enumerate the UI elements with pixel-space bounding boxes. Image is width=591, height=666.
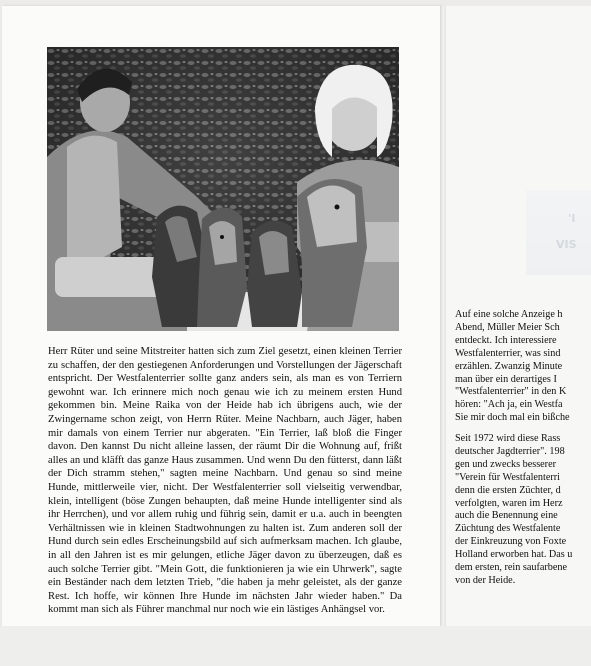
right-page-line: hören: "Ach ja, ein Westfa <box>455 399 563 411</box>
photo-illustration <box>47 47 399 331</box>
right-page-text-block-2 <box>455 433 591 588</box>
right-page-line: Züchtung des Westfalente <box>455 523 561 535</box>
right-page-line: von der Heide. <box>455 574 516 586</box>
right-page-line: der Einkreuzung von Foxte <box>455 536 567 548</box>
right-page-line: "Westfalenterrier" in den K <box>455 386 567 398</box>
right-page-line: Auf eine solche Anzeige h <box>455 309 563 320</box>
right-page-line: erzählen. Zwanzig Minute <box>455 360 563 372</box>
faint-bleedthrough-graphic: 'Ι VIS <box>526 190 591 275</box>
right-page-text-block-1 <box>455 309 591 425</box>
photo-people-with-terrier-puppies <box>47 47 399 331</box>
right-page-line: denn die ersten Züchter, d <box>455 484 561 496</box>
right-page-line: Holland erworben hat. Das u <box>455 549 573 561</box>
scan-bottom-margin <box>0 626 591 666</box>
right-page-line: Abend, Müller Meier Sch <box>455 321 560 333</box>
right-page-line: deutscher Jagdterrier". 198 <box>455 445 565 457</box>
right-page-line: man über ein derartiges I <box>455 373 557 385</box>
right-page-line: entdeckt. Ich interessiere <box>455 334 557 346</box>
right-page-line: dem ersten, rein saufarbene <box>455 562 568 574</box>
right-page-line: gen und zwecks besserer <box>455 458 556 470</box>
body-paragraph: Herr Rüter und seine Mitstreiter hatten sich zum Ziel gesetzt, einen kleinen Terrier zu schaffen, der den gestiegenen Anforderungen und Vorstellungen der Jägerschaft entspricht. Der Westfalenterrier sollte ganz anders sein, als man es von Terriern gewohnt war. Ich erinnere mich noch genau wie ich zu meinem ersten Hund gekommen bin. Meine Raika von der Heide hab ich übrigens auch, wie der Zwingername schon zeigt, von Herrn Rüter. Meine Nachbarn, auch Jäger, haben mir damals von einem Terrier nur abgeraten. "Ein Terrier, laß bloß die Finger davon. Den kannst Du nicht alleine lassen, der räumt Dir die Wohnung auf, frißt alles an und kläfft das ganze Haus zusammen. Und wenn Du den fütterst, dann läßt der Dich stramm stehen," sagten meine Nachbarn. Und genau so sind meine Hunde, mittlerweile vier, nicht. Der Westfalenterrier soll vielseitig verwendbar, klein, intelligent (böse Zungen behaupten, daß meine Hunde intelligenter sind als ihr Herrchen), und vor allem ruhig und führig sein, damit er u.a. auch in beengten Verhältnissen wie in kleinen Stadtwohnungen zu halten ist. Zum anderen soll der Hund durch sein edles Erscheinungsbild auf sich aufmerksam machen. Ich glaube, in all den Jahren ist es mir gelungen, etliche Jäger davon zu überzeugen, daß es auch solche Terrier gibt. "Mein Gott, die funktionieren ja wie ein Uhrwerk", sagte ein Beständer nach dem letzten Trieb, "die haben ja mehr geleistet, als der ganze Rest. Ich hoffe, wir können Ihre Hunde im nächsten Jahr wieder haben." Da kommt man sich als Führer manchmal nur noch wie ein lästiges Anhängsel vor. <box>48 346 402 616</box>
right-page-line: auch die Benennung eine <box>455 510 558 522</box>
right-page-line: Westfalenterrier, was sind <box>455 347 561 359</box>
article-body-text <box>48 345 402 617</box>
right-page-line: "Verein für Westfalenterri <box>455 471 560 483</box>
right-page-line: Seit 1972 wird diese Rass <box>455 433 561 444</box>
right-page-line: Sie mir doch mal ein bißche <box>455 412 570 424</box>
right-page-line: verfolgten, waren im Herz <box>455 497 563 509</box>
